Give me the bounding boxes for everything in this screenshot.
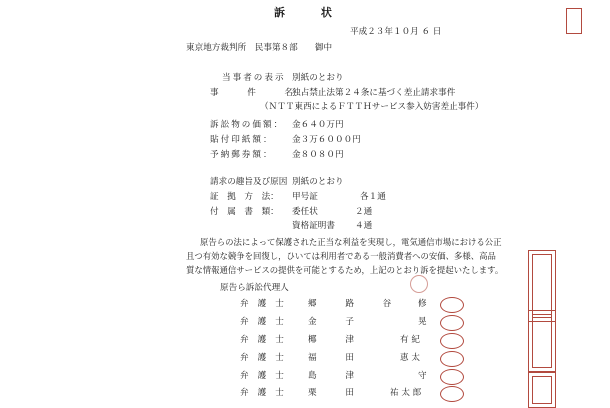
lawyer-name-suffix: 祐 太 郎 bbox=[390, 388, 422, 398]
lawyer-title: 弁護士 bbox=[240, 371, 293, 381]
row-label-stamp-fee: 貼付印紙額： bbox=[210, 135, 274, 145]
attachment-name: 委任状 bbox=[292, 207, 318, 217]
row-value-case-subtitle: （ＮＴＴ東西によるＦＴＴＨサービス参入妨害差止事件） bbox=[260, 102, 484, 112]
row-label-postage: 予納郵券額： bbox=[210, 150, 274, 160]
row-value-case-name: 独占禁止法第２４条に基づく差止請求事件 bbox=[292, 88, 456, 98]
body-paragraph-line: 且つ有効な競争を回復し，ひいては利用者である一般消費者への安価、多様、高品 bbox=[186, 251, 496, 261]
lawyer-name: 郷 路 谷 bbox=[308, 299, 405, 309]
claims-value: 別紙のとおり bbox=[292, 177, 344, 187]
row-label-parties: 当事者の表示 bbox=[222, 73, 286, 83]
attachment-name: 資格証明書 bbox=[292, 221, 335, 231]
registered-seal-stamp bbox=[528, 372, 556, 408]
lawyer-title: 弁護士 bbox=[240, 317, 293, 327]
personal-seal-stamp bbox=[440, 369, 464, 385]
lawyer-title: 弁護士 bbox=[240, 353, 293, 363]
lawyer-name-suffix: 守 bbox=[418, 371, 427, 381]
lawyer-title: 弁護士 bbox=[240, 335, 293, 345]
document-title: 訴 状 bbox=[274, 6, 348, 19]
lawyer-name: 金 子 bbox=[308, 317, 367, 327]
body-paragraph-line: 原告らの法によって保護された正当な利益を実現し，電気通信市場における公正 bbox=[200, 237, 502, 247]
attachments-label: 付 属 書 類： bbox=[210, 207, 279, 217]
row-value-claim-value: 金６４０万円 bbox=[292, 120, 344, 130]
lawyer-name: 福 田 bbox=[308, 353, 367, 363]
evidence-method-count: 各１通 bbox=[360, 192, 386, 202]
evidence-method-value: 甲号証 bbox=[292, 192, 318, 202]
personal-seal-stamp bbox=[440, 297, 464, 313]
lawyer-name-suffix: 有 紀 bbox=[400, 335, 420, 345]
faint-seal-impression bbox=[410, 275, 428, 293]
row-value-stamp-fee: 金３万６０００円 bbox=[292, 135, 361, 145]
court-addressee: 東京地方裁判所 民事第８部 御中 bbox=[186, 43, 333, 53]
lawyer-name-suffix: 恵 太 bbox=[400, 353, 420, 363]
row-label-claim-value: 訴訟物の価額： bbox=[210, 120, 285, 130]
row-label-case-name: 事 件 名 bbox=[210, 88, 303, 98]
personal-seal-stamp bbox=[440, 333, 464, 349]
claims-label: 請求の趣旨及び原因 bbox=[210, 177, 288, 187]
lawyer-name: 椰 津 bbox=[308, 335, 367, 345]
evidence-method-label: 証 拠 方 法： bbox=[210, 192, 279, 202]
attachment-count: ２通 bbox=[355, 207, 373, 217]
personal-seal-stamp bbox=[440, 315, 464, 331]
lawyer-name-suffix: 晃 bbox=[418, 317, 427, 327]
row-value-postage: 金８０８０円 bbox=[292, 150, 344, 160]
registered-seal-stamp bbox=[528, 310, 556, 372]
lawyer-name-suffix: 修 bbox=[418, 299, 427, 309]
row-value-parties: 別紙のとおり bbox=[292, 73, 344, 83]
representatives-heading: 原告ら訴訟代理人 bbox=[220, 283, 289, 293]
body-paragraph-line: 質な情報通信サービスの提供を可能とするため，上記のとおり訴を提起いたします。 bbox=[186, 265, 504, 275]
attachment-count: ４通 bbox=[355, 221, 373, 231]
lawyer-title: 弁護士 bbox=[240, 388, 293, 398]
lawyer-name: 島 津 bbox=[308, 371, 367, 381]
document-date: 平成２３年１０月 ６ 日 bbox=[350, 27, 442, 37]
lawyer-title: 弁護士 bbox=[240, 299, 293, 309]
page-corner-seal bbox=[566, 8, 582, 34]
lawyer-name: 栗 田 bbox=[308, 388, 367, 398]
personal-seal-stamp bbox=[440, 351, 464, 367]
